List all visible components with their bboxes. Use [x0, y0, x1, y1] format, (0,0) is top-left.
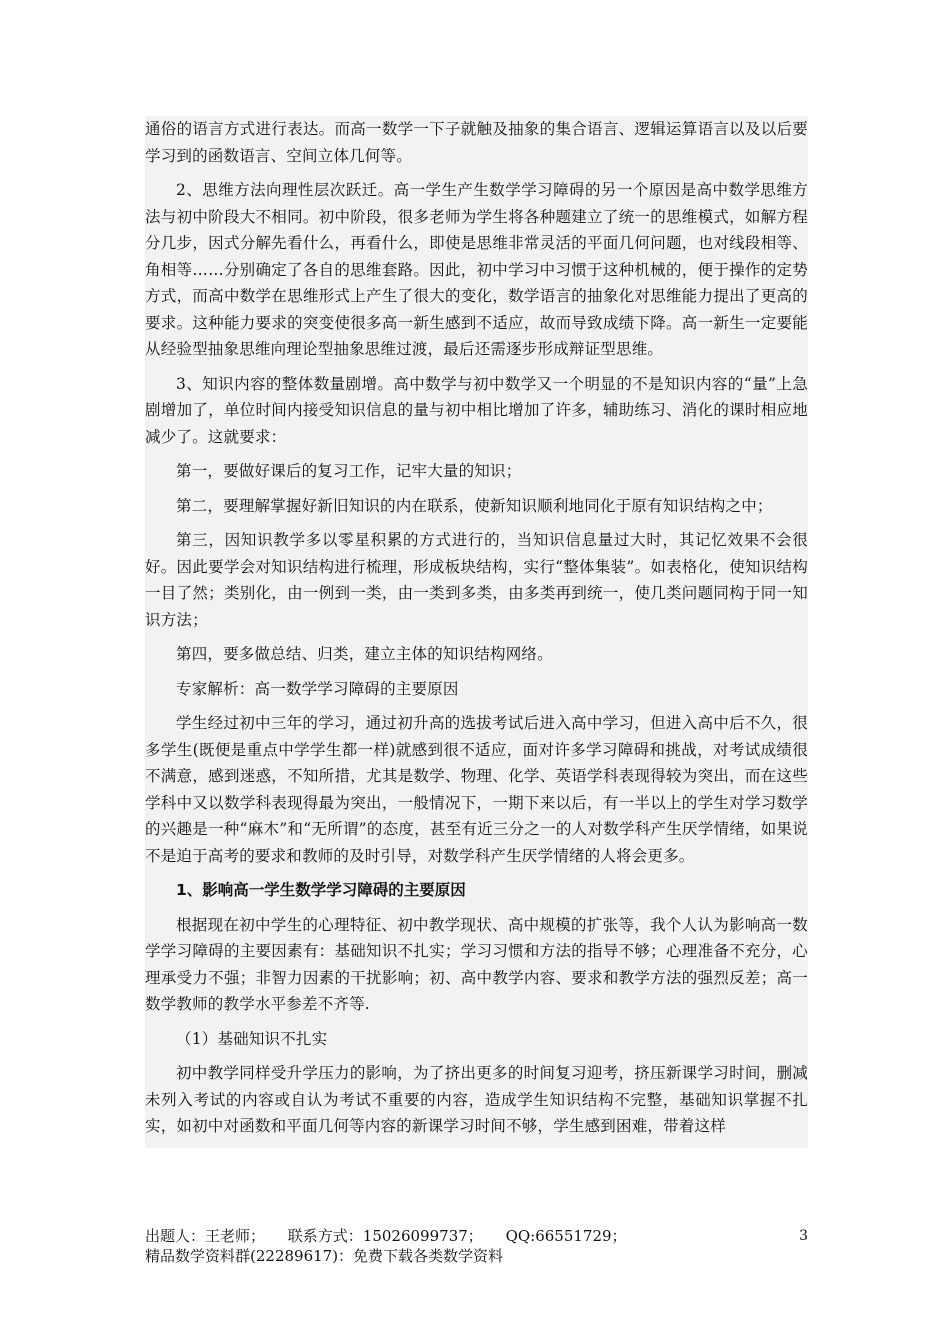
paragraph-third: 第三，因知识教学多以零星积累的方式进行的，当知识信息量过大时，其记忆效果不会很好。因此要学会对知识结构进行梳理，形成板块结构，实行“整体集装”。如表格化，使知识结构一目了然；类别化，由一例到一类，由一类到多类，由多类再到统一，使几类问题同构于同一知识方法； — [145, 531, 808, 629]
footer-author: 出题人：王老师； — [145, 1227, 266, 1245]
paragraph-main-factors: 根据现在初中学生的心理特征、初中教学现状、高中规模的扩张等，我个人认为影响高一数学学习障碍的主要因素有：基础知识不扎实；学习习惯和方法的指导不够；心理准备不充分，心理承受力不强；非智力因素的干扰影响；初、高中教学内容、要求和教学方法的强烈反差；高一数学教师的教学水平参差不齐等. — [145, 915, 808, 1013]
page-footer — [145, 1226, 808, 1266]
paragraph-expert-analysis-title: 专家解析：高一数学学习障碍的主要原因 — [176, 679, 459, 698]
paragraph-subheading-basics: （1）基础知识不扎实 — [176, 1029, 328, 1048]
document-body — [145, 116, 808, 1148]
paragraph-continuation: 通俗的语言方式进行表达。而高一数学一下子就触及抽象的集合语言、逻辑运算语言以及以后要学习到的函数语言、空间立体几何等。 — [145, 120, 808, 165]
paragraph-expert-analysis: 学生经过初中三年的学习，通过初升高的选拔考试后进入高中学习，但进入高中后不久，很多学生(既便是重点中学学生都一样)就感到很不适应，面对许多学习障碍和挑战，对考试成绩很不满意，感到迷惑，不知所措，尤其是数学、物理、化学、英语学科表现得较为突出，而在这些学科中又以数学科表现得最为突出，一般情况下，一期下来以后，有一半以上的学生对学习数学的兴趣是一种“麻木”和“无所谓”的态度，甚至有近三分之一的人对数学科产生厌学情绪，如果说不是迫于高考的要求和教师的及时引导，对数学科产生厌学情绪的人将会更多。 — [145, 714, 808, 865]
paragraph-basics-detail: 初中教学同样受升学压力的影响，为了挤出更多的时间复习迎考，挤压新课学习时间，删减未列入考试的内容或自认为考试不重要的内容，造成学生知识结构不完整，基础知识掌握不扎实，如初中对函数和平面几何等内容的新课学习时间不够，学生感到困难，带着这样 — [145, 1064, 808, 1135]
paragraph-first: 第一，要做好课后的复习工作，记牢大量的知识； — [176, 462, 522, 480]
page-number: 3 — [799, 1228, 808, 1244]
footer-contact: 联系方式：15026099737； — [287, 1227, 483, 1245]
footer-qq: QQ:66551729； — [505, 1227, 627, 1245]
footer-contact-line — [145, 1226, 808, 1246]
paragraph-knowledge-volume: 3、知识内容的整体数量剧增。高中数学与初中数学又一个明显的不是知识内容的“量”上急剧增加了，单位时间内接受知识信息的量与初中相比增加了许多，辅助练习、消化的课时相应地减少了。这就要求： — [145, 374, 808, 446]
paragraph-thinking-method: 2、思维方法向理性层次跃迁。高一学生产生数学学习障碍的另一个原因是高中数学思维方法与初中阶段大不相同。初中阶段，很多老师为学生将各种题建立了统一的思维模式，如解方程分几步，因式分解先看什么，再看什么，即使是思维非常灵活的平面几何问题，也对线段相等、角相等……分别确定了各自的思维套路。因此，初中学习中习惯于这种机械的，便于操作的定势方式，而高中数学在思维形式上产生了很大的变化，数学语言的抽象化对思维能力提出了更高的要求。这种能力要求的突变使很多高一新生感到不适应，故而导致成绩下降。高一新生一定要能从经验型抽象思维向理论型抽象思维过渡，最后还需逐步形成辩证型思维。 — [145, 181, 808, 358]
section-heading: 1、影响高一学生数学学习障碍的主要原因 — [176, 881, 466, 899]
footer-group: 精品数学资料群(22289617)：免费下载各类数学资料 — [145, 1247, 504, 1265]
paragraph-fourth: 第四，要多做总结、归类，建立主体的知识结构网络。 — [176, 645, 553, 663]
paragraph-second: 第二，要理解掌握好新旧知识的内在联系，使新知识顺利地同化于原有知识结构之中； — [176, 496, 773, 515]
